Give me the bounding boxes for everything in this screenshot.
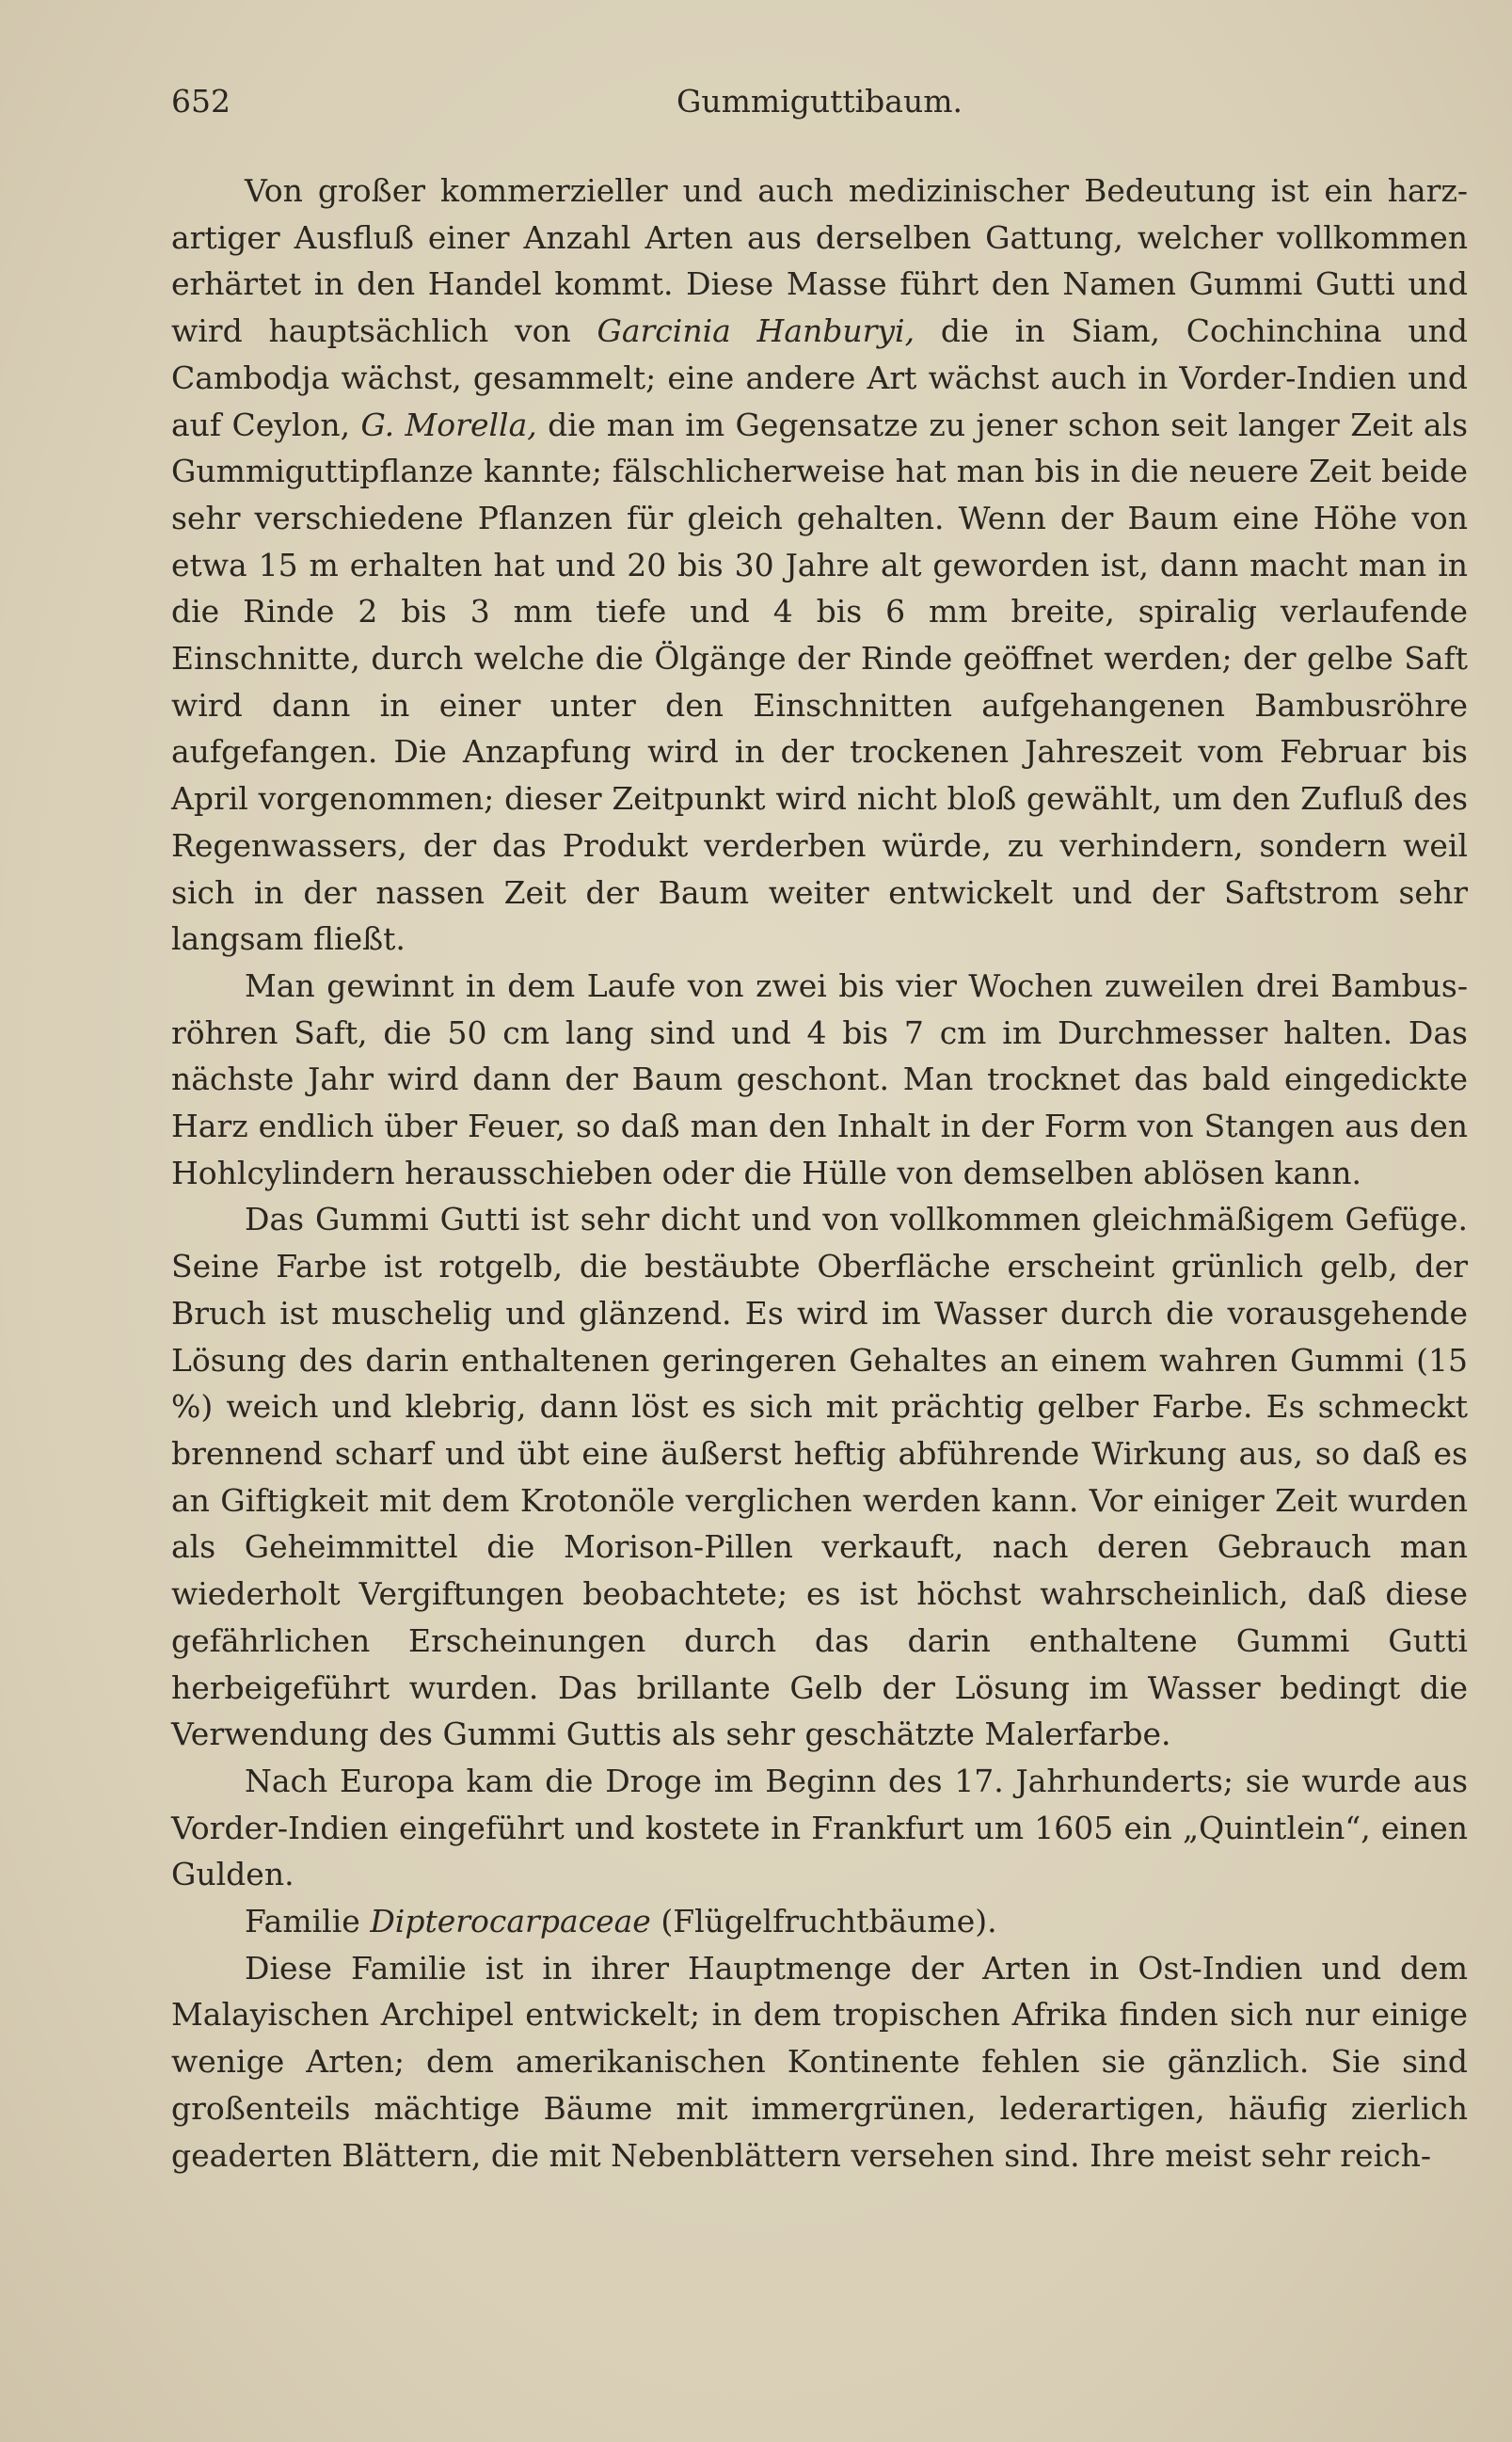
heading-prefix: Familie bbox=[245, 1903, 371, 1940]
latin-species-name: Garcinia Hanburyi, bbox=[597, 312, 915, 350]
paragraph-dipterocarpaceae: Diese Familie ist in ihrer Hauptmenge der Arten in Ost-Indien und dem Malayischen Archipel entwickelt; in dem tropischen Afrika finden sich nur einige wenige Arten; dem amerikanischen Kontinente fehlen sie gänzlich. Sie sind großenteils mächtige Bäume mit immergrünen, lederartigen, häufig zierlich geaderten Blättern, die mit Nebenblättern versehen sind. Ihre meist sehr reich- bbox=[171, 1949, 1468, 2174]
page-body bbox=[171, 168, 1468, 2179]
running-head: Gummiguttibaum. bbox=[676, 83, 963, 120]
page-header bbox=[171, 83, 1468, 128]
text-run: die man im Gegensatze zu jener schon seit langer Zeit als Gummiguttipflanze kannte; fälschlicherweise hat man bis in die neuere Zeit beide sehr verschiedene Pflanzen für gleich gehalten. Wenn der Baum eine Höhe von etwa 15 m erhalten hat und 20 bis 30 Jahre alt geworden ist, dann macht man in die Rinde 2 bis 3 mm tiefe und 4 bis 6 mm breite, spiralig verlaufende Einschnitte, durch welche die Ölgänge der Rinde geöffnet werden; der gelbe Saft wird dann in einer unter den Einschnitten aufgehangenen Bambusröhre aufgefangen. Die Anzapfung wird in der trockenen Jahreszeit vom Februar bis April vorgenommen; dieser Zeitpunkt wird nicht bloß gewählt, um den Zufluß des Regenwassers, der das Produkt verderben würde, zu verhindern, sondern weil sich in der nassen Zeit der Baum weiter entwickelt und der Saftstrom sehr langsam fließt. bbox=[171, 406, 1468, 958]
text-run: die in Siam, Cochinchina und Cambodja wächst, gesammelt; eine andere Art wächst auch in Vorder-Indien und auf Ceylon, bbox=[171, 312, 1468, 443]
page-number: 652 bbox=[171, 83, 231, 120]
paragraph-gummi-gutti-origin bbox=[171, 168, 1468, 963]
heading-latin-family: Dipterocarpaceae bbox=[370, 1903, 651, 1940]
text-run: Von großer kommerzieller und auch medizinischer Bedeutung ist ein harzartiger Ausfluß einer Anzahl Arten aus derselben Gattung, welcher vollkommen erhärtet in den Handel kommt. Diese Masse führt den Namen Gummi Gutti und wird hauptsächlich von bbox=[171, 172, 1468, 350]
paragraph-properties: Das Gummi Gutti ist sehr dicht und von vollkommen gleichmäßigem Gefüge. Seine Farbe ist rotgelb, die bestäubte Oberfläche erscheint grünlich gelb, der Bruch ist muschelig und glänzend. Es wird im Wasser durch die vorausgehende Lösung des darin enthaltenen geringeren Gehaltes an einem wahren Gummi (15 %) weich und klebrig, dann löst es sich mit prächtig gelber Farbe. Es schmeckt brennend scharf und übt eine äußerst heftig abführende Wirkung aus, so daß es an Giftigkeit mit dem Krotonöle verglichen werden kann. Vor einiger Zeit wurden als Geheimmittel die Morison-Pillen verkauft, nach deren Gebrauch man wiederholt Vergiftungen beobachtete; es ist höchst wahrscheinlich, daß diese gefährlichen Erscheinungen durch das darin enthaltene Gummi Gutti herbeigeführt wurden. Das brillante Gelb der Lösung im Wasser bedingt die Verwendung des Gummi Guttis als sehr geschätzte Malerfarbe. bbox=[171, 1201, 1468, 1753]
section-heading bbox=[171, 1898, 1468, 1945]
paragraph-history: Nach Europa kam die Droge im Beginn des 17. Jahrhunderts; sie wurde aus Vorder-Indien eingeführt und kostete in Frankfurt um 1605 ein „Quintlein“, einen Gulden. bbox=[171, 1762, 1468, 1893]
paragraph-harvest: Man gewinnt in dem Laufe von zwei bis vier Wochen zuweilen drei Bambusröhren Saft, die 50 cm lang sind und 4 bis 7 cm im Durchmesser halten. Das nächste Jahr wird dann der Baum geschont. Man trocknet das bald eingedickte Harz endlich über Feuer, so daß man den Inhalt in der Form von Stangen aus den Hohlcylindern herausschieben oder die Hülle von demselben ablösen kann. bbox=[171, 966, 1468, 1191]
latin-species-name: G. Morella, bbox=[360, 406, 537, 443]
heading-suffix: (Flügelfruchtbäume). bbox=[650, 1903, 997, 1940]
